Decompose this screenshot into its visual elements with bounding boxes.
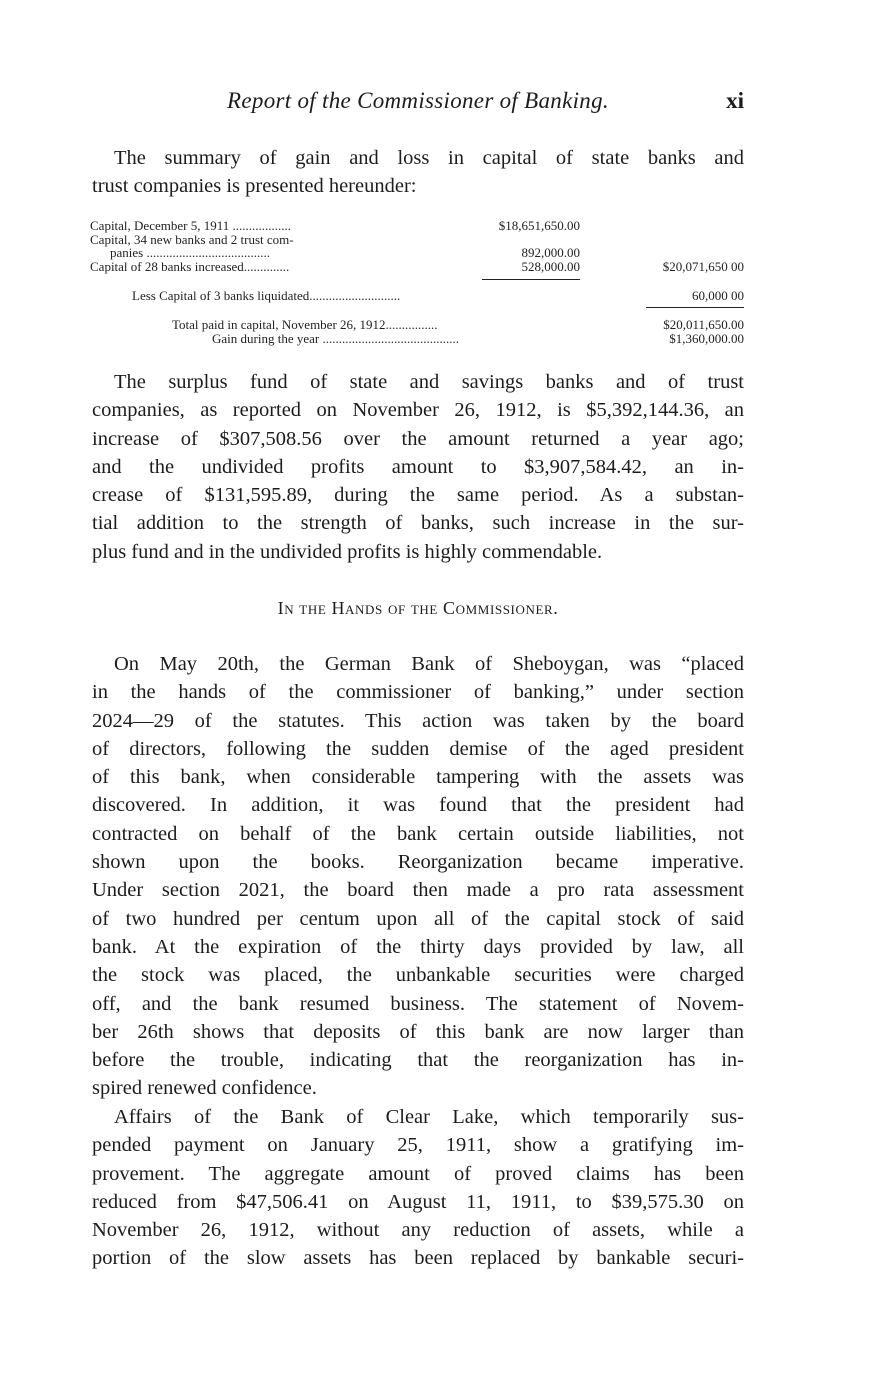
surplus-paragraph — [92, 368, 744, 566]
row-label: panies ...................................... — [110, 245, 270, 260]
text-line: November 26, 1912, without any reduction of assets, while a — [92, 1219, 744, 1242]
text-line: in the hands of the commissioner of banking,” under section — [92, 681, 744, 704]
text-line: before the trouble, indicating that the reorganization has in- — [92, 1049, 744, 1072]
table-row — [90, 260, 746, 274]
text-line: increase of $307,508.56 over the amount returned a year ago; — [92, 427, 744, 450]
running-head — [92, 88, 744, 122]
row-amount: $18,651,650.00 — [498, 218, 580, 233]
text-line: of two hundred per centum upon all of the capital stock of said — [92, 907, 744, 930]
row-label: Capital, December 5, 1911 .................. — [90, 218, 291, 233]
text-line: plus fund and in the undivided profits is highly commendable. — [92, 540, 603, 563]
row-amount: 528,000.00 — [521, 259, 580, 274]
row-label: Total paid in capital, November 26, 1912................ — [172, 317, 438, 332]
text-line: off, and the bank resumed business. The statement of Novem- — [92, 992, 744, 1015]
row-label: Capital, 34 new banks and 2 trust com- — [90, 232, 294, 247]
text-line: companies, as reported on November 26, 1912, is $5,392,144.36, an — [92, 399, 744, 422]
row-label: Gain during the year .......................................... — [212, 331, 459, 346]
text-line: contracted on behalf of the bank certain outside liabilities, not — [92, 822, 744, 845]
text-line: reduced from $47,506.41 on August 11, 1911, to $39,575.30 on — [92, 1190, 744, 1213]
text-line: trust companies is presented hereunder: — [92, 175, 417, 198]
text-line: 2024—29 of the statutes. This action was taken by the board — [92, 709, 744, 732]
text-line: The summary of gain and loss in capital of state banks and — [114, 147, 744, 169]
text-line: of directors, following the sudden demise of the aged president — [92, 737, 744, 760]
text-line: pended payment on January 25, 1911, show a gratifying im- — [92, 1134, 744, 1157]
table-row — [90, 318, 746, 332]
text-line: discovered. In addition, it was found that the president had — [92, 794, 744, 817]
page-number: xi — [726, 88, 744, 113]
text-line: crease of $131,595.89, during the same period. As a substan- — [92, 484, 744, 507]
table-row — [90, 289, 746, 303]
text-line: the stock was placed, the unbankable securities were charged — [92, 964, 744, 987]
capital-summary-table — [90, 215, 746, 355]
intro-paragraph — [92, 144, 744, 201]
section-heading: In the Hands of the Commissioner. — [277, 598, 559, 618]
text-line: On May 20th, the German Bank of Sheboygan, was “placed — [114, 653, 744, 675]
clear-lake-paragraph — [92, 1103, 744, 1273]
row-amount: 892,000.00 — [521, 245, 580, 260]
table-row — [90, 246, 746, 260]
row-total: $20,011,650.00 — [663, 317, 744, 332]
row-total: 60,000 00 — [692, 288, 744, 303]
text-line: Under section 2021, the board then made a pro rata assessment — [92, 879, 744, 902]
table-rule — [646, 307, 744, 308]
text-line: The surplus fund of state and savings banks and of trust — [114, 371, 744, 393]
text-line: shown upon the books. Reorganization became imperative. — [92, 851, 744, 874]
row-total: $20,071,650 00 — [662, 259, 744, 274]
text-line: ber 26th shows that deposits of this bank are now larger than — [92, 1020, 744, 1043]
german-bank-paragraph — [92, 650, 744, 1103]
text-line: portion of the slow assets has been replaced by bankable securi- — [92, 1247, 744, 1270]
table-row — [90, 219, 746, 233]
text-line: of this bank, when considerable tampering with the assets was — [92, 766, 744, 789]
text-line: bank. At the expiration of the thirty days provided by law, all — [92, 935, 744, 958]
text-line: provement. The aggregate amount of proved claims has been — [92, 1162, 744, 1185]
text-line: and the undivided profits amount to $3,907,584.42, an in- — [92, 455, 744, 478]
row-label: Less Capital of 3 banks liquidated............................ — [132, 288, 401, 303]
text-line: tial addition to the strength of banks, such increase in the sur- — [92, 512, 744, 535]
running-title: Report of the Commissioner of Banking. — [227, 88, 609, 113]
table-rule — [482, 279, 580, 280]
row-total: $1,360,000.00 — [669, 331, 744, 346]
table-row — [90, 332, 746, 346]
text-line: spired renewed confidence. — [92, 1077, 317, 1100]
row-label: Capital of 28 banks increased.............. — [90, 259, 290, 274]
text-line: Affairs of the Bank of Clear Lake, which temporarily sus- — [114, 1106, 744, 1128]
